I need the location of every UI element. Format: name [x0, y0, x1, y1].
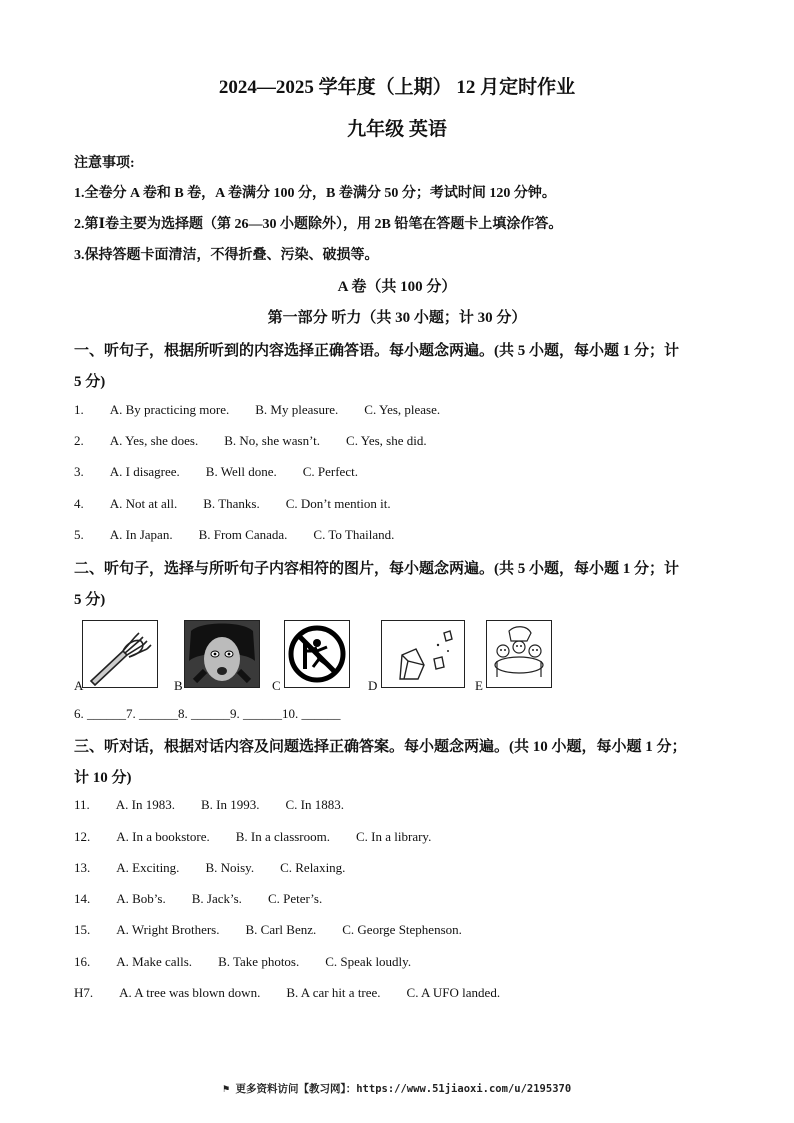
question-15: [74, 922, 462, 938]
option-a: A. Wright Brothers.: [116, 922, 220, 937]
option-c: C. George Stephenson.: [342, 922, 462, 937]
option-b: B. No, she wasn’t.: [224, 433, 321, 448]
question-11: [74, 797, 344, 813]
section1-score: 5 分): [74, 374, 106, 390]
option-a: A. In 1983.: [115, 797, 175, 812]
paper-a-heading: A 卷（共 100 分）: [337, 279, 457, 295]
option-c: C. Yes, please.: [364, 402, 441, 417]
section2-score: 5 分): [74, 592, 106, 608]
question-3: [74, 464, 358, 480]
option-a: A. Bob’s.: [116, 891, 166, 906]
question-number: 1.: [74, 402, 84, 417]
section1-instruction: 一、听句子，根据所听到的内容选择正确答语。每小题念两遍。(共 5 小题，每小题 1 分；计: [74, 343, 679, 359]
question-2: [74, 433, 427, 449]
section3-instruction: 三、听对话，根据对话内容及问题选择正确答案。每小题念两遍。(共 10 小题，每小题 1 分；: [74, 739, 687, 755]
picture-label-e: E: [475, 678, 483, 693]
question-number: 4.: [74, 496, 84, 511]
option-a: A. A tree was blown down.: [119, 985, 261, 1000]
option-b: B. Carl Benz.: [245, 922, 317, 937]
question-14: [74, 891, 322, 907]
exam-subtitle: 九年级 英语: [347, 119, 447, 140]
question-number: 5.: [74, 527, 84, 542]
question-5: [74, 527, 394, 543]
flag-icon: ⚑: [222, 1083, 236, 1095]
option-b: B. From Canada.: [198, 527, 288, 542]
question-number: 15.: [74, 922, 91, 937]
note-item-1: 1.全卷分 A 卷和 B 卷，A 卷满分 100 分，B 卷满分 50 分；考试时间 120 分钟。: [74, 186, 556, 201]
exam-title: 2024—2025 学年度（上期） 12 月定时作业: [218, 77, 576, 98]
question-number: 14.: [74, 891, 91, 906]
option-b: B. My pleasure.: [255, 402, 339, 417]
option-a: A. By practicing more.: [109, 402, 230, 417]
option-b: B. In 1993.: [201, 797, 260, 812]
part1-heading: 第一部分 听力（共 30 小题；计 30 分）: [267, 310, 527, 326]
question-16: [74, 954, 411, 970]
footer-text: 更多资料访问【教习网】：https://www.51jiaoxi.com/u/2195370: [235, 1083, 572, 1095]
picture-options: [74, 620, 574, 695]
option-b: B. Noisy.: [205, 860, 255, 875]
option-a: A. Yes, she does.: [109, 433, 199, 448]
option-c: C. Speak loudly.: [325, 954, 412, 969]
question-4: [74, 496, 391, 512]
scared-face-picture: [184, 620, 260, 688]
option-c: C. A UFO landed.: [406, 985, 501, 1000]
option-a: A. Not at all.: [109, 496, 178, 511]
option-c: C. In 1883.: [285, 797, 344, 812]
note-item-3: 3.保持答题卡面清洁，不得折叠、污染、破损等。: [74, 248, 379, 263]
question-17: [74, 985, 500, 1001]
family-meal-picture: [486, 620, 552, 688]
option-c: C. Yes, she did.: [346, 433, 427, 448]
option-c: C. In a library.: [356, 829, 432, 844]
option-a: A. Make calls.: [116, 954, 193, 969]
option-a: A. In Japan.: [109, 527, 173, 542]
option-b: B. Jack’s.: [191, 891, 242, 906]
option-b: B. Thanks.: [203, 496, 260, 511]
picture-label-b: B: [174, 678, 183, 693]
option-c: C. Perfect.: [302, 464, 358, 479]
option-c: C. Peter’s.: [267, 891, 323, 906]
question-number: 11.: [74, 797, 90, 812]
notes-heading: 注意事项:: [74, 156, 135, 171]
picture-label-d: D: [368, 678, 378, 693]
option-a: A. Exciting.: [116, 860, 180, 875]
option-c: C. To Thailand.: [313, 527, 395, 542]
option-b: B. In a classroom.: [235, 829, 330, 844]
falling-objects-picture: [381, 620, 465, 688]
option-b: B. Take photos.: [218, 954, 300, 969]
question-number: 3.: [74, 464, 84, 479]
option-a: A. In a bookstore.: [116, 829, 210, 844]
question-number: 2.: [74, 433, 84, 448]
question-1: [74, 402, 440, 418]
question-12: [74, 829, 431, 845]
question-13: [74, 860, 345, 876]
option-c: C. Relaxing.: [280, 860, 346, 875]
option-b: B. Well done.: [205, 464, 277, 479]
option-a: A. I disagree.: [109, 464, 180, 479]
question-number: 16.: [74, 954, 91, 969]
question-number: H7.: [74, 985, 94, 1000]
question-number: 13.: [74, 860, 91, 875]
option-b: B. A car hit a tree.: [286, 985, 381, 1000]
section2-instruction: 二、听句子，选择与所听句子内容相符的图片，每小题念两遍。(共 5 小题，每小题 1 分；计: [74, 561, 679, 577]
section3-score: 计 10 分): [74, 770, 132, 786]
answer-blanks: 6. ______7. ______8. ______9. ______10. ______: [74, 706, 341, 721]
footer-link[interactable]: [0, 1081, 794, 1096]
no-climbing-sign-picture: [284, 620, 350, 688]
question-number: 12.: [74, 829, 91, 844]
picture-label-a: A: [74, 678, 84, 693]
fork-picture: [82, 620, 158, 688]
option-c: C. Don’t mention it.: [285, 496, 391, 511]
note-item-2: 2.第Ⅰ卷主要为选择题（第 26—30 小题除外），用 2B 铅笔在答题卡上填涂作答。: [74, 217, 563, 232]
picture-label-c: C: [272, 678, 281, 693]
